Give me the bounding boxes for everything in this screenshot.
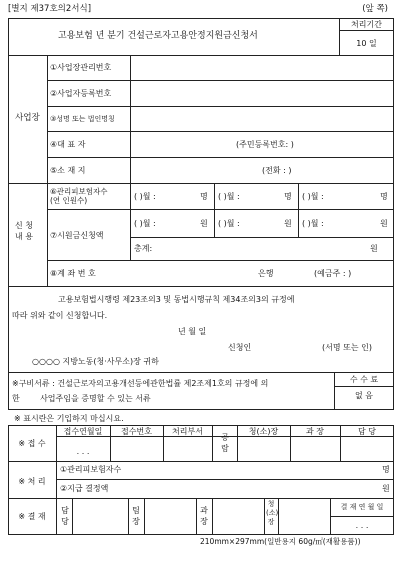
amount-month-2: ( )월 : [218,219,240,228]
approval-date-dots: . . . [355,521,369,530]
approval-col-manager: 과장 [200,506,208,526]
recipient-office: ○○○○ 지방노동(청·사무소)장 귀하 [32,357,159,366]
amount-total-unit: 원 [370,244,378,253]
business-reg-no-label: ②사업자등록번호 [50,89,112,98]
application-date: 년 월 일 [178,327,207,336]
amount-label: ⑦시원금신청액 [50,231,104,240]
insured-unit-1: 명 [200,192,208,201]
insured-count-label: ⑥관리피보험자수 (연 인원수) [50,187,108,205]
office-use-note: ※ 표시란은 기입하지 마십시요. [14,414,124,423]
address-label: ⑤소 재 지 [50,166,86,175]
processing-period-value: 10 일 [356,39,377,48]
business-reg-mgmt-no-field[interactable] [131,56,393,80]
applicant-label: 신청인 [228,343,252,352]
process-insured-unit: 명 [382,465,390,474]
representative-id-note: (주민등록번호: ) [236,140,294,149]
business-section-label: 사업장 [15,113,40,123]
approval-col-chief: 청(소)장 [266,500,279,526]
process-label: ※ 처 리 [18,477,46,486]
receipt-col-dept: 처리부서 [172,427,203,436]
amount-total-label: 총계: [134,244,153,253]
account-holder-note: (예금주 : ) [314,269,352,278]
insured-month-1: ( )월 : [134,192,156,201]
statement-line-1: 고용보험법시행령 제23조의3 및 동법시행규칙 제34조의3의 규정에 [58,295,295,304]
page-side: (앞 쪽) [362,4,388,14]
fee-value: 없 음 [355,391,373,400]
amount-unit-1: 원 [200,219,208,228]
applicant-signature-field[interactable] [262,340,322,354]
representative-label: ④대 표 자 [50,140,86,149]
receipt-label: ※ 접 수 [18,439,46,448]
receipt-col-staff: 담 당 [358,427,376,436]
required-docs-line-2: 한 사업주임을 증명할 수 있는 서류 [12,394,151,403]
approval-col-team-lead: 팀장 [132,506,140,526]
receipt-col-chief: 청(소)장 [248,427,279,436]
business-name-field[interactable] [131,107,393,131]
insured-unit-3: 명 [380,192,388,201]
paper-spec: 210mm×297mm(일반용지 60g/㎡(재활용품)) [200,537,361,546]
receipt-col-manager: 과 장 [306,427,324,436]
business-name-label: ③성명 또는 법인명칭 [50,115,115,123]
account-label: ⑧계 좌 번 호 [50,269,96,278]
business-reg-mgmt-no-label: ①사업장관리번호 [50,63,112,72]
claim-section-label: 신 청 내 용 [15,221,33,241]
business-reg-no-field[interactable] [131,81,393,105]
approval-label: ※ 결 재 [18,512,46,521]
amount-month-1: ( )월 : [134,219,156,228]
bank-label: 은행 [258,269,274,278]
amount-unit-2: 원 [284,219,292,228]
receipt-col-date: 접수연월일 [63,427,103,436]
process-insured-label: ①관리피보험자수 [60,465,122,474]
receipt-col-review: 공람 [221,433,229,453]
insured-month-3: ( )월 : [302,192,324,201]
amount-unit-3: 원 [380,219,388,228]
insured-month-2: ( )월 : [218,192,240,201]
form-title: 고용보험 년 분기 건설근로자고용안정지원금신청서 [58,31,258,41]
receipt-date-dots: . . . [76,447,90,456]
amount-month-3: ( )월 : [302,219,324,228]
statement-line-2: 따라 위와 같이 신청합니다. [12,311,108,320]
form-number: [별지 제37호의2서식] [8,4,92,14]
processing-period-label: 처리기간 [351,20,382,29]
process-amount-label: ②지급 결정액 [60,484,109,493]
fee-label: 수 수 료 [349,375,379,384]
insured-unit-2: 명 [284,192,292,201]
approval-date-label: 결 재 연 월 일 [340,503,384,511]
required-docs-line-1: ※구비서류 : 건설근로자의고용개선등에관한법률 제2조제1호의 규정에 의 [12,379,269,388]
address-phone-note: (전화 : ) [262,166,292,175]
sign-note: (서명 또는 인) [322,343,372,352]
approval-col-staff: 담당 [61,506,69,526]
process-amount-unit: 원 [382,484,390,493]
receipt-col-number: 접수번호 [121,427,152,436]
